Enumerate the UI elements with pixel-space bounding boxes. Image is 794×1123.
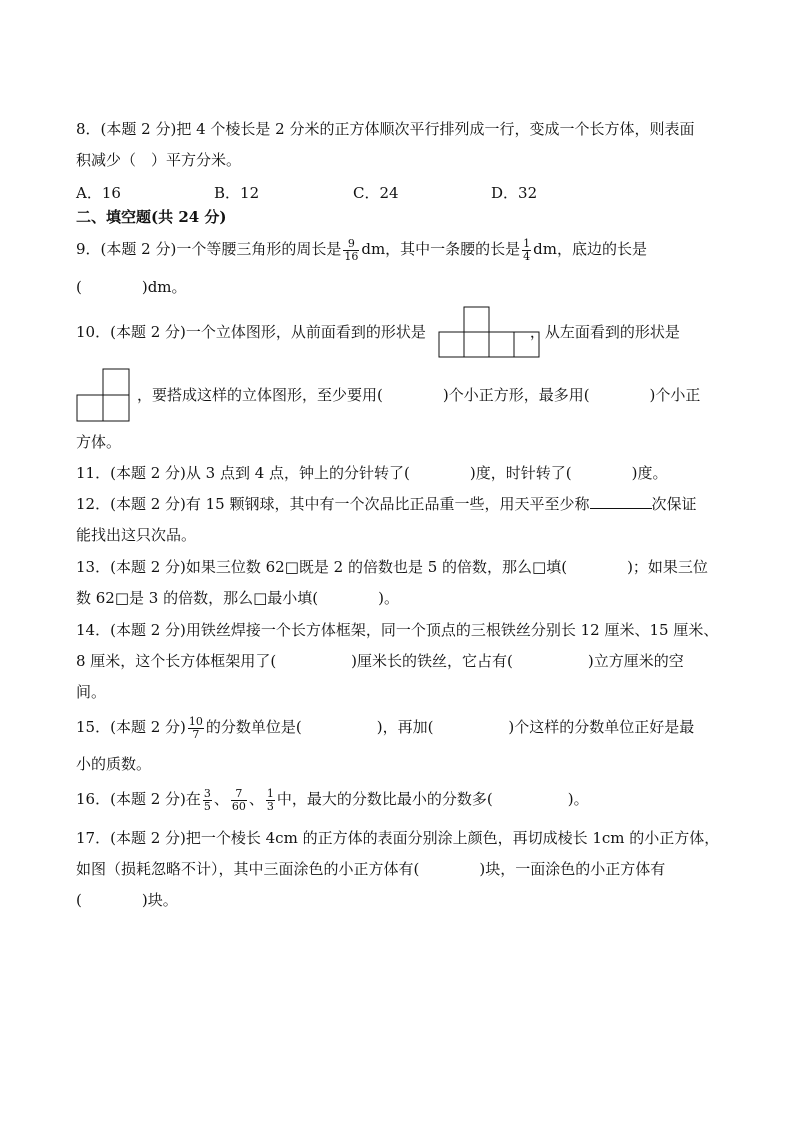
q16-prefix: 16．(本题 2 分)在 <box>76 790 201 808</box>
q16-frac2-numerator: 7 <box>231 788 247 801</box>
q16-suffix: 中，最大的分数比最小的分数多( )。 <box>276 790 589 808</box>
front-view-bottom-square-4 <box>514 332 539 357</box>
q8-line2: 积减少（ ）平方分米。 <box>76 151 242 169</box>
q16-fraction-1 <box>203 788 212 813</box>
front-view-top-square <box>464 307 489 332</box>
q10-line2: ，要搭成这样的立体图形，至少要用( )个小正方形，最多用( )个小正 <box>137 386 701 404</box>
front-view-bottom-square-1 <box>439 332 464 357</box>
q15-prefix: 15．(本题 2 分) <box>76 718 186 736</box>
q16-line1 <box>76 786 589 813</box>
q16-frac1-numerator: 3 <box>203 786 211 800</box>
q16-frac2-denominator: 60 <box>231 799 246 813</box>
q16-fraction-2 <box>231 788 247 813</box>
q13-line2: 数 62□是 3 的倍数，那么□最小填( )。 <box>76 589 399 607</box>
q8-line1: 8．(本题 2 分)把 4 个棱长是 2 分米的正方体顺次平行排列成一行，变成一个长方体，则表面 <box>76 120 695 138</box>
q14-line2: 8 厘米，这个长方体框架用了( )厘米长的铁丝，它占有( )立方厘米的空 <box>76 652 684 670</box>
q16-fraction-3 <box>266 788 275 813</box>
q9-line2: ( )dm。 <box>76 278 187 296</box>
left-view-bottom-square-1 <box>77 395 103 421</box>
q8-option-a: A．16 <box>76 184 121 202</box>
section-title: 二、填空题(共 24 分) <box>76 208 227 226</box>
q11-line1: 11．(本题 2 分)从 3 点到 4 点，钟上的分针转了( )度，时针转了( )度。 <box>76 464 668 482</box>
q15-fraction <box>188 716 204 741</box>
q15-line1 <box>76 714 694 741</box>
q10-mid: ，从左面看到的形状是 <box>529 323 680 341</box>
q15-suffix: 的分数单位是( )，再加( )个这样的分数单位正好是最 <box>205 718 695 736</box>
q9-mid1: dm，其中一条腰的长是 <box>361 240 521 258</box>
q9-frac2-numerator: 1 <box>523 236 531 250</box>
q17-line3: ( )块。 <box>76 891 178 909</box>
q9-frac2-denominator: 4 <box>523 249 531 263</box>
q9-frac1-denominator: 16 <box>344 249 359 263</box>
q9-prefix: 9．(本题 2 分)一个等腰三角形的周长是 <box>76 240 342 258</box>
q12-answer-blank <box>590 494 652 509</box>
q13-line1: 13．(本题 2 分)如果三位数 62□既是 2 的倍数也是 5 的倍数，那么□填( )；如果三位 <box>76 558 708 576</box>
q16-frac3-numerator: 1 <box>266 786 274 800</box>
left-view-top-square <box>103 369 129 395</box>
q9-frac1-numerator: 9 <box>343 238 359 251</box>
q15-frac-denominator: 7 <box>192 727 200 741</box>
front-view-bottom-square-2 <box>464 332 489 357</box>
q9-mid2: dm，底边的长是 <box>533 240 647 258</box>
q8-option-d: D．32 <box>491 184 538 202</box>
q17-line2: 如图（损耗忽略不计），其中三面涂色的小正方体有( )块，一面涂色的小正方体有 <box>76 860 666 878</box>
q10-line3: 方体。 <box>76 433 122 451</box>
q10-prefix: 10．(本题 2 分)一个立体图形，从前面看到的形状是 <box>76 323 426 341</box>
q8-option-b: B．12 <box>214 184 260 202</box>
q9-fraction-perimeter <box>343 238 359 263</box>
q10-front-view-figure <box>438 306 544 358</box>
q10-left-view-figure <box>76 368 132 422</box>
q10-line1 <box>76 322 680 342</box>
front-view-bottom-square-3 <box>489 332 514 357</box>
q15-line2: 小的质数。 <box>76 755 152 773</box>
q14-line1: 14．(本题 2 分)用铁丝焊接一个长方体框架，同一个顶点的三根铁丝分别长 12 厘米、15 厘米、 <box>76 621 719 639</box>
q16-frac1-denominator: 5 <box>203 799 211 813</box>
q12-line1 <box>76 494 697 514</box>
q16-frac3-denominator: 3 <box>266 799 274 813</box>
q16-sep1: 、 <box>213 790 229 808</box>
q12-suffix: 次保证 <box>651 495 697 513</box>
q17-line1: 17．(本题 2 分)把一个棱长 4cm 的正方体的表面分别涂上颜色，再切成棱长 1cm 的小正方体， <box>76 829 720 847</box>
q12-line2: 能找出这只次品。 <box>76 526 197 544</box>
q12-prefix: 12．(本题 2 分)有 15 颗钢球，其中有一个次品比正品重一些，用天平至少称 <box>76 495 590 513</box>
q8-option-c: C．24 <box>353 184 399 202</box>
q9-fraction-leg <box>522 238 531 263</box>
q9-line1 <box>76 236 647 263</box>
left-view-bottom-square-2 <box>103 395 129 421</box>
q15-frac-numerator: 10 <box>188 714 203 728</box>
q14-line3: 间。 <box>76 683 107 701</box>
q16-sep2: 、 <box>248 790 264 808</box>
